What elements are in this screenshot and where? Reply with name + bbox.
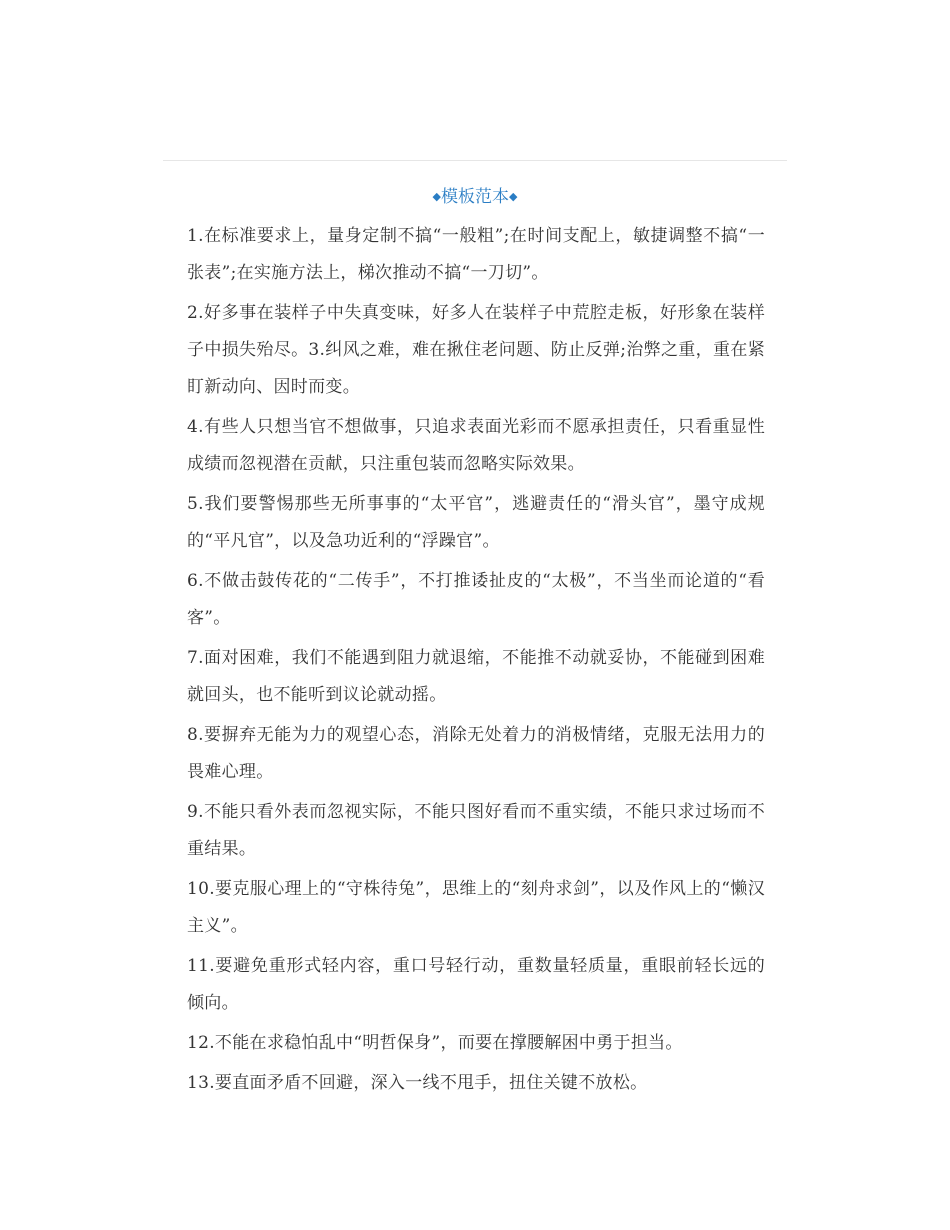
paragraph-9: 10.要克服心理上的“守株待兔”，思维上的“刻舟求剑”，以及作风上的“懒汉主义”。	[187, 879, 765, 936]
paragraph-1: 1.在标准要求上，量身定制不搞“一般粗”;在时间支配上，敏捷调整不搞“一张表”;在实施方法上，梯次推动不搞“一刀切”。	[187, 226, 765, 283]
section-title	[0, 183, 950, 211]
paragraph-12: 13.要直面矛盾不回避，深入一线不甩手，扭住关键不放松。	[187, 1073, 648, 1093]
document-body	[187, 218, 765, 1105]
section-title-text: 模板范本	[441, 187, 509, 207]
paragraph-6: 7.面对困难，我们不能遇到阻力就退缩，不能推不动就妥协，不能碰到困难就回头，也不能听到议论就动摇。	[187, 648, 765, 705]
paragraph-2: 2.好多事在装样子中失真变味，好多人在装样子中荒腔走板，好形象在装样子中损失殆尽。3.纠风之难，难在揪住老问题、防止反弹;治弊之重，重在紧盯新动向、因时而变。	[187, 303, 765, 397]
paragraph-5: 6.不做击鼓传花的“二传手”，不打推诿扯皮的“太极”，不当坐而论道的“看客”。	[187, 571, 765, 628]
top-divider	[163, 160, 787, 161]
diamond-right-icon: ◆	[509, 190, 518, 203]
diamond-left-icon: ◆	[432, 190, 441, 203]
paragraph-4: 5.我们要警惕那些无所事事的“太平官”，逃避责任的“滑头官”，墨守成规的“平凡官”，以及急功近利的“浮躁官”。	[187, 494, 765, 551]
paragraph-3: 4.有些人只想当官不想做事，只追求表面光彩而不愿承担责任，只看重显性成绩而忽视潜在贡献，只注重包装而忽略实际效果。	[187, 417, 765, 474]
paragraph-11: 12.不能在求稳怕乱中“明哲保身”，而要在撑腰解困中勇于担当。	[187, 1033, 683, 1053]
paragraph-8: 9.不能只看外表而忽视实际，不能只图好看而不重实绩，不能只求过场而不重结果。	[187, 802, 765, 859]
paragraph-10: 11.要避免重形式轻内容，重口号轻行动，重数量轻质量，重眼前轻长远的倾向。	[187, 956, 765, 1013]
paragraph-7: 8.要摒弃无能为力的观望心态，消除无处着力的消极情绪，克服无法用力的畏难心理。	[187, 725, 765, 782]
